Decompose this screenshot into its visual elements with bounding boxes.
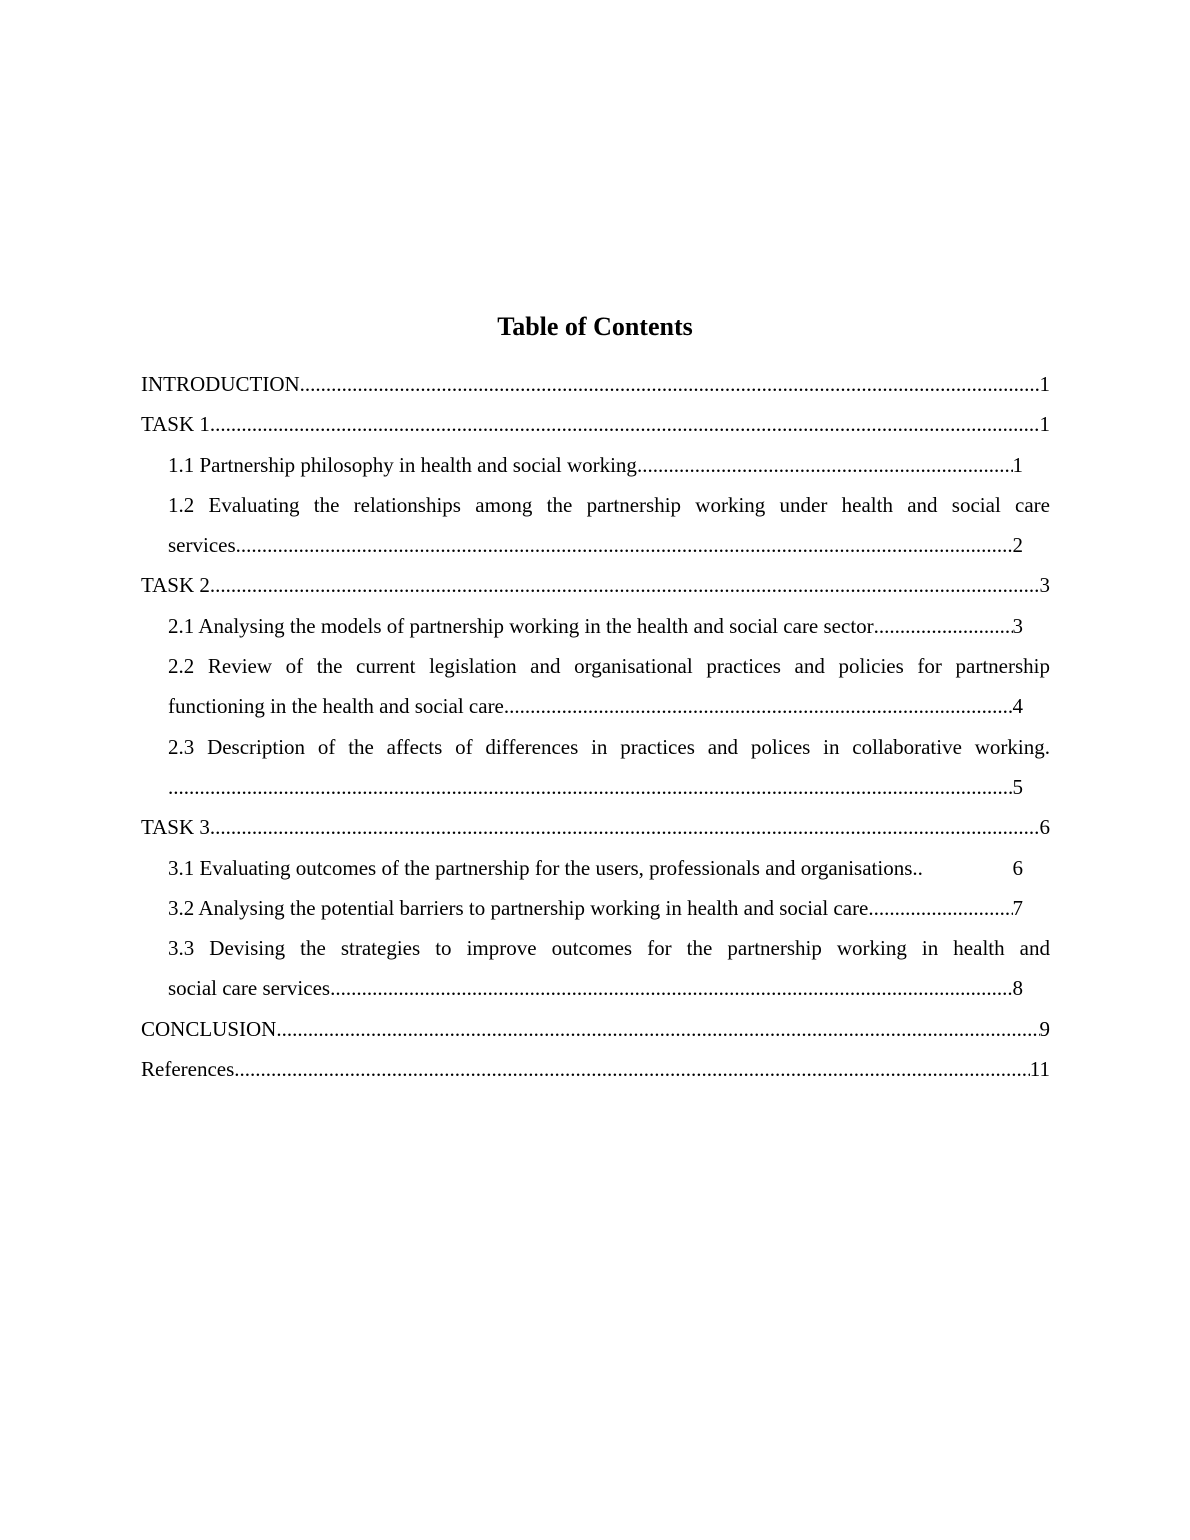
toc-entry-label: 3.2 Analysing the potential barriers to partnership working in health and social care — [168, 895, 869, 920]
toc-page-number: 8 — [1012, 976, 1023, 1001]
toc-leader-dots — [210, 807, 1040, 847]
toc-entry-1-2[interactable] — [141, 485, 1050, 566]
toc-entry-line-2 — [168, 525, 1050, 565]
toc-entry-label: 1.1 Partnership philosophy in health and social working — [168, 452, 637, 477]
toc-entry-line-2 — [168, 968, 1050, 1008]
toc-page-number: 6 — [1039, 815, 1050, 840]
toc-entry-2-3[interactable] — [141, 727, 1050, 808]
toc-page-number: 1 — [1039, 372, 1050, 396]
toc-entry-label-line-2: functioning in the health and social care — [168, 694, 504, 719]
toc-page-number: 9 — [1039, 1016, 1050, 1041]
toc-leader-dots — [210, 404, 1040, 444]
toc-entry-label-line-2: social care services — [168, 976, 331, 1001]
toc-page-number: 5 — [1012, 774, 1023, 799]
toc-title: Table of Contents — [497, 312, 693, 341]
toc-entry-label-line-1: 2.3 Description of the affects of differences in practices and polices in collaborative working. — [168, 734, 1050, 759]
toc-entry-label: INTRODUCTION — [141, 372, 300, 396]
toc-entry-conclusion[interactable] — [141, 1009, 1050, 1049]
table-of-contents — [141, 364, 1050, 1089]
toc-page-number: 7 — [1012, 895, 1023, 920]
toc-entry-introduction[interactable] — [141, 364, 1050, 404]
toc-page-number: 11 — [1029, 1057, 1050, 1082]
toc-leader-dots — [234, 1049, 1029, 1089]
toc-entry-label: CONCLUSION — [141, 1016, 277, 1041]
toc-entry-3-2[interactable] — [141, 888, 1050, 928]
toc-entry-label: 3.1 Evaluating outcomes of the partnership for the users, professionals and organisations.. — [168, 855, 923, 880]
toc-page-number: 3 — [1012, 613, 1023, 638]
toc-page-number: 4 — [1012, 694, 1023, 719]
toc-entry-label-line-2: services — [168, 533, 236, 558]
toc-leader-dots — [868, 888, 1012, 928]
toc-page-number: 6 — [1012, 855, 1023, 880]
toc-entry-label-line-1: 1.2 Evaluating the relationships among the partnership working under health and social care — [168, 492, 1050, 517]
toc-entry-label-line-1: 2.2 Review of the current legislation and organisational practices and policies for partnership — [168, 654, 1050, 679]
toc-leader-dots — [236, 525, 1013, 565]
toc-entry-label: References — [141, 1057, 235, 1082]
toc-entry-label: TASK 1 — [141, 412, 210, 437]
toc-leader-dots — [330, 968, 1012, 1008]
toc-entry-3-1[interactable] — [141, 848, 1050, 888]
toc-leader-dots — [504, 686, 1013, 726]
toc-entry-label: TASK 3 — [141, 815, 210, 840]
toc-entry-references[interactable] — [141, 1049, 1050, 1089]
toc-leader-dots — [210, 565, 1040, 605]
toc-entry-task-1[interactable] — [141, 404, 1050, 444]
toc-page-number: 3 — [1039, 573, 1050, 598]
toc-entry-1-1[interactable] — [141, 445, 1050, 485]
toc-entry-2-2[interactable] — [141, 646, 1050, 727]
toc-entry-task-2[interactable] — [141, 565, 1050, 605]
toc-leader-dots — [637, 445, 1013, 485]
toc-entry-label: TASK 2 — [141, 573, 210, 598]
toc-entry-3-3[interactable] — [141, 928, 1050, 1009]
toc-leader-dots — [168, 767, 1013, 807]
toc-entry-line-2 — [168, 767, 1050, 807]
toc-leader-dots — [300, 364, 1040, 404]
toc-page-number: 1 — [1012, 452, 1023, 477]
toc-entry-line-2 — [168, 686, 1050, 726]
toc-page-number: 1 — [1039, 412, 1050, 437]
toc-page-number: 2 — [1012, 533, 1023, 558]
toc-entry-2-1[interactable] — [141, 606, 1050, 646]
toc-entry-task-3[interactable] — [141, 807, 1050, 847]
toc-entry-label: 2.1 Analysing the models of partnership working in the health and social care sector — [168, 613, 874, 638]
toc-entry-label-line-1: 3.3 Devising the strategies to improve outcomes for the partnership working in health and — [168, 936, 1050, 961]
toc-leader-dots — [276, 1009, 1039, 1049]
toc-leader-dots — [874, 606, 1013, 646]
